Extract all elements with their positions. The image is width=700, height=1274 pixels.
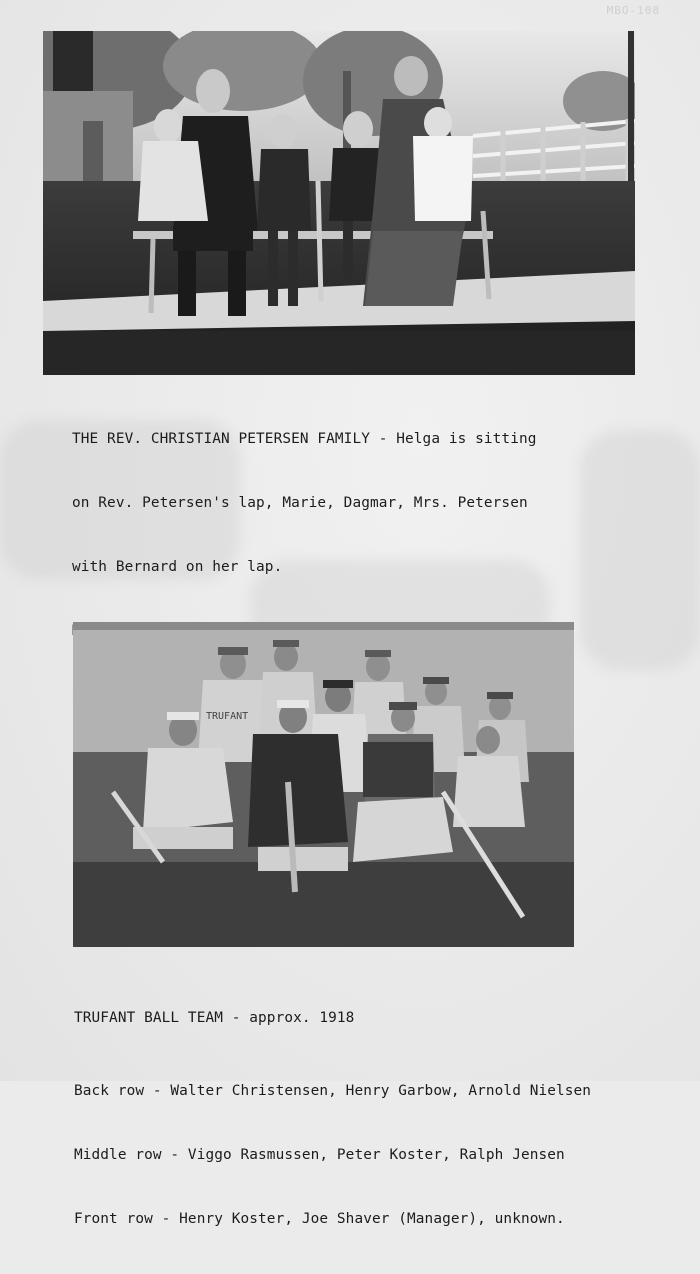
- caption-line: Front row - Henry Koster, Joe Shaver (Manager), unknown.: [74, 1211, 565, 1228]
- bleed-through-text: [575, 722, 700, 756]
- family-photo: [43, 31, 635, 375]
- bleed-through-shape: [580, 430, 700, 670]
- caption-line: with Bernard on her lap.: [72, 559, 283, 576]
- ball-team-photo: [73, 622, 574, 947]
- caption-line: Middle row - Viggo Rasmussen, Peter Koster, Ralph Jensen: [74, 1147, 565, 1164]
- page-corner-mark: MBO-108: [606, 4, 660, 17]
- family-photo-image: [43, 31, 635, 375]
- ball-team-caption: [74, 965, 591, 1274]
- caption-line: THE REV. CHRISTIAN PETERSEN FAMILY - Helga is sitting: [72, 430, 537, 447]
- ball-team-photo-image: [73, 622, 574, 947]
- ball-team-caption-title: TRUFANT BALL TEAM - approx. 1918: [74, 1009, 355, 1026]
- jersey-text: TRUFANT: [206, 711, 249, 722]
- caption-line: Back row - Walter Christensen, Henry Garbow, Arnold Nielsen: [74, 1083, 592, 1100]
- caption-line: on Rev. Petersen's lap, Marie, Dagmar, Mrs. Petersen: [72, 495, 528, 512]
